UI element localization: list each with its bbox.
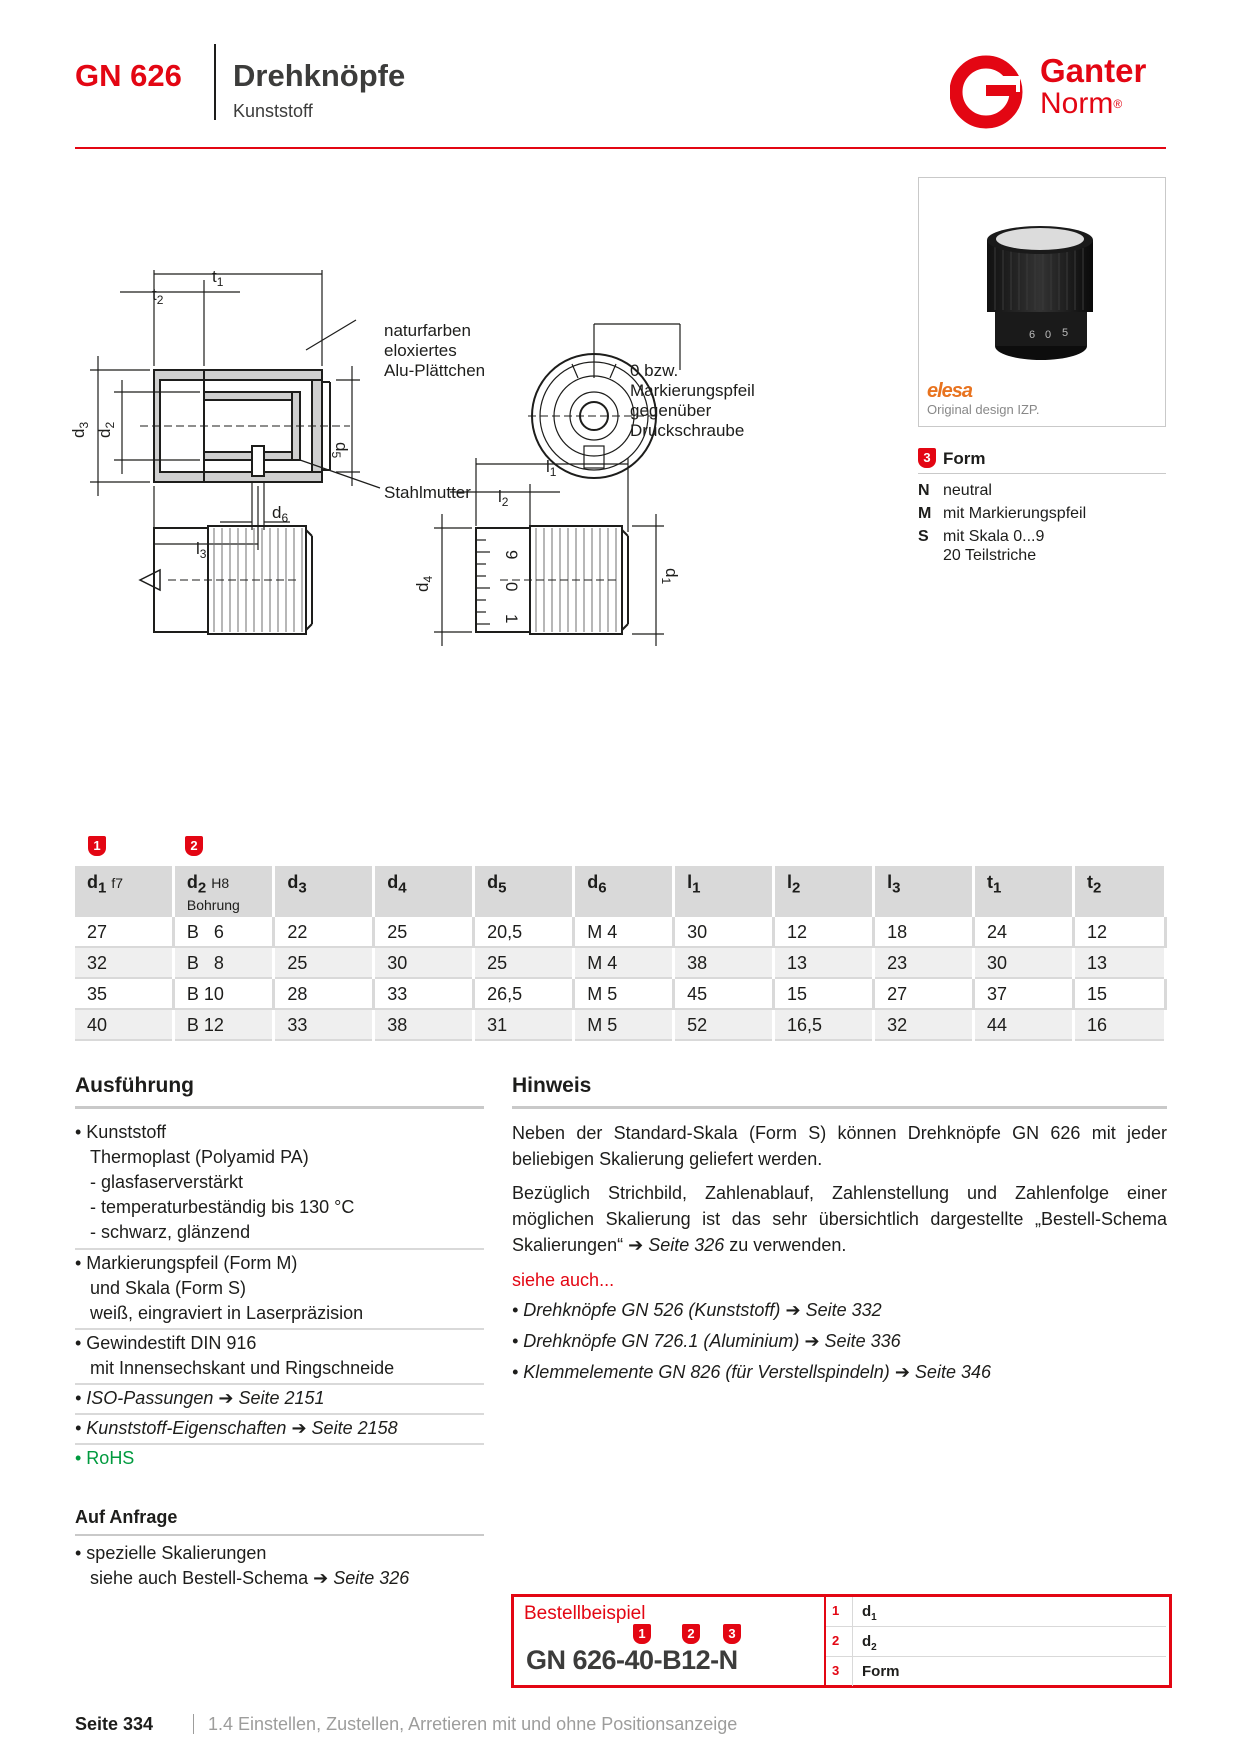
table-badge-2: 2 (185, 836, 203, 856)
siehe-auch-label: siehe auch... (512, 1270, 615, 1290)
table-cell: B 8 (173, 947, 273, 978)
label-d5: $d_5$ (329, 442, 351, 459)
table-cell: M 4 (574, 917, 674, 947)
table-row (75, 917, 1166, 947)
ausfuehrung-divider (75, 1413, 484, 1415)
label-d4: $d_4$ (413, 575, 435, 592)
table-cell: 13 (1073, 947, 1165, 978)
table-cell: 20,5 (474, 917, 574, 947)
table-cell: 32 (75, 947, 173, 978)
page-subtitle: Kunststoff (233, 101, 313, 121)
col-l3: $l_3$ (874, 866, 974, 917)
table-cell: 12 (774, 917, 874, 947)
col-d5: $d_5$ (474, 866, 574, 917)
table-cell: 22 (274, 917, 374, 947)
table-cell: M 4 (574, 947, 674, 978)
auf-anfrage-link[interactable]: Seite 326 (333, 1568, 410, 1588)
auf-anfrage-item: • spezielle Skalierungen siehe auch Bestell-Schema ➔ Seite 326 (75, 1543, 410, 1588)
table-row (75, 978, 1166, 1009)
order-example-title: Bestellbeispiel (524, 1603, 646, 1624)
scale-digit-9: 9 (502, 550, 521, 560)
order-badge-3: 3 (723, 1624, 741, 1644)
table-row (75, 1009, 1166, 1040)
table-cell: 15 (774, 978, 874, 1009)
svg-text:6: 6 (1029, 329, 1036, 341)
table-cell: B 12 (173, 1009, 273, 1040)
ausfuehrung-divider (75, 1443, 484, 1445)
table-cell: 45 (674, 978, 774, 1009)
table-cell: 27 (874, 978, 974, 1009)
table-cell: 33 (274, 1009, 374, 1040)
hinweis-title: Hinweis (512, 1074, 592, 1097)
ausfuehrung-divider (75, 1328, 484, 1330)
table-cell: 37 (974, 978, 1074, 1009)
product-code: GN 626 (75, 58, 182, 93)
table-cell: 30 (974, 947, 1074, 978)
svg-text:5: 5 (1062, 327, 1069, 339)
footer-page-number: Seite 334 (75, 1714, 154, 1734)
table-cell: M 5 (574, 978, 674, 1009)
table-cell: 30 (674, 917, 774, 947)
label-t1: $t_1$ (212, 270, 224, 289)
order-badge-1: 1 (633, 1624, 651, 1644)
ausfuehrung-item-marking: • Markierungspfeil (Form M) und Skala (Form S) weiß, eingraviert in Laserpräzision (75, 1253, 364, 1323)
label-t2: $t_2$ (152, 285, 164, 307)
footer-section: 1.4 Einstellen, Zustellen, Arretieren mit und ohne Positionsanzeige (208, 1714, 738, 1734)
ausfuehrung-link-plastic[interactable]: • Kunststoff-Eigenschaften ➔ Seite 2158 (75, 1418, 398, 1438)
label-d3: $d_3$ (69, 421, 91, 438)
hinweis-link-326[interactable]: Seite 326 (648, 1235, 725, 1255)
form-badge: 3 (918, 448, 936, 468)
technical-drawing (60, 270, 860, 740)
logo-norm: Norm® (1040, 87, 1123, 120)
table-cell: 18 (874, 917, 974, 947)
table-cell: 16 (1073, 1009, 1165, 1040)
table-cell: 23 (874, 947, 974, 978)
header-divider (214, 44, 216, 120)
label-marker-2: Markierungspfeil (630, 381, 755, 400)
col-d3: $d_3$ (274, 866, 374, 917)
svg-text:0: 0 (1045, 329, 1052, 341)
table-cell: 28 (274, 978, 374, 1009)
ausfuehrung-rule (75, 1106, 484, 1109)
arrow-right-icon: ➔ (291, 1418, 307, 1438)
hinweis-paragraph-2: Bezüglich Strichbild, Zahlenablauf, Zahlenstellung und Zahlenfolge einer möglichen Skalierung ist das sehr übersichtlich dargestellte „Bestell-Schema Skalierungen“ ➔ Seite 326 zu verwenden. (512, 1183, 1167, 1255)
rohs-label: • RoHS (75, 1448, 135, 1468)
table-cell: 16,5 (774, 1009, 874, 1040)
order-row-2: 2 $d_2$ (826, 1627, 1166, 1656)
arrow-right-icon: ➔ (313, 1568, 329, 1588)
table-cell: 40 (75, 1009, 173, 1040)
ausfuehrung-item-setscrew: • Gewindestift DIN 916 mit Innensechskant und Ringschneide (75, 1333, 395, 1378)
col-d6: $d_6$ (574, 866, 674, 917)
siehe-link-gn526[interactable]: • Drehknöpfe GN 526 (Kunststoff) ➔ Seite 332 (512, 1300, 882, 1320)
col-d2: $d_2$ H8 Bohrung (173, 866, 273, 917)
table-cell: 26,5 (474, 978, 574, 1009)
label-plate-1: naturfarben (384, 321, 471, 340)
ausfuehrung-divider (75, 1383, 484, 1385)
siehe-link-gn826[interactable]: • Klemmelemente GN 826 (für Verstellspindeln) ➔ Seite 346 (512, 1362, 991, 1382)
ausfuehrung-item-material: • Kunststoff Thermoplast (Polyamid PA) - glasfaserverstärkt - temperaturbeständig bis 130 °C - schwarz, glänzend (75, 1122, 355, 1242)
siehe-link-gn7261[interactable]: • Drehknöpfe GN 726.1 (Aluminium) ➔ Seite 336 (512, 1331, 901, 1351)
form-legend-rule (918, 473, 1166, 474)
table-cell: 31 (474, 1009, 574, 1040)
ausfuehrung-divider (75, 1248, 484, 1250)
order-row-1: 1 $d_1$ (826, 1597, 1166, 1626)
table-cell: 24 (974, 917, 1074, 947)
scale-digit-0: 0 (502, 582, 521, 592)
photo-caption: Original design IZP. (927, 402, 1040, 417)
header-rule (75, 147, 1166, 149)
label-plate-3: Alu-Plättchen (384, 361, 486, 380)
order-example-code: GN 626-40-B12-N (526, 1645, 738, 1675)
table-badge-1: 1 (88, 836, 106, 856)
table-cell: 38 (374, 1009, 474, 1040)
arrow-right-icon: ➔ (804, 1331, 820, 1351)
label-marker-1: 0 bzw. (630, 361, 679, 380)
table-cell: 25 (374, 917, 474, 947)
arrow-right-icon: ➔ (628, 1235, 644, 1255)
table-row (75, 947, 1166, 978)
col-t1: $t_1$ (974, 866, 1074, 917)
col-t2: $t_2$ (1073, 866, 1165, 917)
label-marker-4: Druckschraube (630, 421, 745, 440)
label-l2: $l_2$ (498, 487, 509, 509)
footer-divider (193, 1714, 194, 1734)
table-cell: 52 (674, 1009, 774, 1040)
col-d1: $d_1$ f7 (75, 866, 173, 917)
table-cell: 25 (474, 947, 574, 978)
table-cell: 38 (674, 947, 774, 978)
table-cell: 32 (874, 1009, 974, 1040)
order-badge-2: 2 (682, 1624, 700, 1644)
label-plate-2: eloxiertes (384, 341, 457, 360)
col-d4: $d_4$ (374, 866, 474, 917)
form-legend-title: Form (943, 449, 986, 468)
table-cell: 12 (1073, 917, 1165, 947)
table-cell: 44 (974, 1009, 1074, 1040)
table-cell: B 6 (173, 917, 273, 947)
scale-digit-1: 1 (502, 614, 521, 624)
ausfuehrung-title: Ausführung (75, 1074, 194, 1097)
label-d6: $d_6$ (272, 503, 289, 525)
label-nut: Stahlmutter (384, 483, 471, 502)
label-l3: $l_3$ (196, 539, 207, 561)
table-header-row (75, 866, 1166, 917)
elesa-brand: elesa (927, 380, 973, 402)
table-cell: 30 (374, 947, 474, 978)
form-item-n: N neutral (918, 482, 992, 499)
table-cell: 25 (274, 947, 374, 978)
auf-anfrage-rule (75, 1534, 484, 1536)
label-l1: $l_1$ (546, 457, 557, 479)
table-cell: 33 (374, 978, 474, 1009)
table-cell: 15 (1073, 978, 1165, 1009)
hinweis-rule (512, 1106, 1167, 1109)
logo-name: Ganter (1040, 52, 1147, 89)
table-cell: M 5 (574, 1009, 674, 1040)
table-cell: 27 (75, 917, 173, 947)
table-cell: 13 (774, 947, 874, 978)
hinweis-paragraph-1: Neben der Standard-Skala (Form S) können Drehknöpfe GN 626 mit jeder beliebigen Skalierung geliefert werden. (512, 1123, 1167, 1169)
ausfuehrung-link-iso[interactable]: • ISO-Passungen ➔ Seite 2151 (75, 1388, 325, 1408)
arrow-right-icon: ➔ (218, 1388, 234, 1408)
table-cell: B 10 (173, 978, 273, 1009)
form-item-s: S mit Skala 0...9 20 Teilstriche (918, 528, 1045, 564)
label-d2: $d_2$ (95, 421, 117, 438)
table-cell: 35 (75, 978, 173, 1009)
ganter-logo-icon (950, 54, 1032, 130)
col-l2: $l_2$ (774, 866, 874, 917)
arrow-right-icon: ➔ (785, 1300, 801, 1320)
dimension-table (75, 866, 1167, 1041)
form-item-m: M mit Markierungspfeil (918, 505, 1087, 522)
label-marker-3: gegenüber (630, 401, 712, 420)
page-title: Drehknöpfe (233, 58, 406, 93)
order-row-3: 3 Form (826, 1657, 1166, 1686)
arrow-right-icon: ➔ (894, 1362, 910, 1382)
col-l1: $l_1$ (674, 866, 774, 917)
label-d1: $d_1$ (659, 568, 681, 585)
auf-anfrage-title: Auf Anfrage (75, 1507, 178, 1527)
